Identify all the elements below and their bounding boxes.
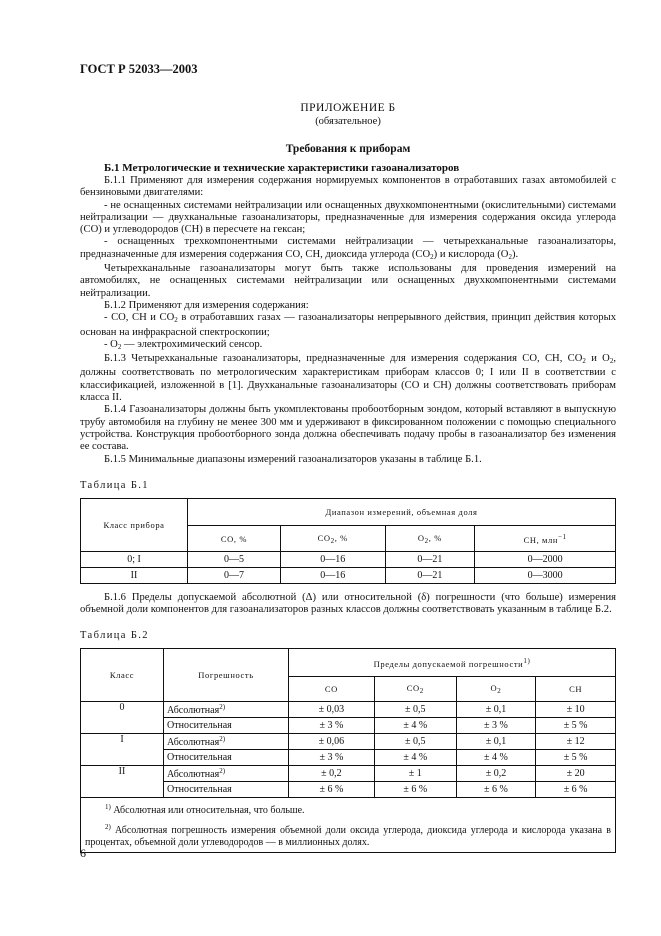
paragraph-b11: Б.1.1 Применяют для измерения содержания нормируемых компонентов в отработавших газах автомобилей с бензиновыми двигателями: — [80, 175, 616, 199]
table-cell: 0—21 — [385, 567, 475, 583]
document-page — [80, 62, 616, 853]
table-cell-class: II — [81, 766, 164, 798]
table-cell: ± 3 % — [289, 750, 375, 766]
page-number: 6 — [80, 846, 86, 860]
table1-group-header: Диапазон измерений, объемная доля — [188, 498, 616, 526]
paragraph-o2-sensor: - $О_2$ — электрохимический сенсор. — [104, 338, 263, 351]
table-row — [81, 551, 616, 567]
table-row — [81, 567, 616, 583]
table-row — [81, 734, 616, 750]
table-cell: ± 5 % — [536, 750, 616, 766]
table-cell: 0; I — [81, 551, 188, 567]
table1-head-co2: $СО_2$, % — [280, 526, 385, 551]
table2-note-1: $^{1)}$ Абсолютная или относительная, что больше. — [105, 803, 305, 817]
table2-head-ch: СН — [536, 676, 616, 701]
table-cell: ± 6 % — [536, 782, 616, 798]
table-cell-error: Абсолютная$^{2)}$ — [164, 766, 289, 782]
table-cell: ± 20 — [536, 766, 616, 782]
section-title: Б.1 Метрологические и технические характеристики газоанализаторов — [104, 162, 460, 174]
doc-header: ГОСТ Р 52033—2003 — [80, 62, 198, 76]
table1-head-ch: СН, млн$^{-1}$ — [475, 526, 616, 551]
table-cell: ± 4 % — [374, 750, 456, 766]
table-cell: ± 0,2 — [456, 766, 535, 782]
table-cell-error: Абсолютная$^{2)}$ — [164, 734, 289, 750]
paragraph-b12: Б.1.2 Применяют для измерения содержания: — [104, 299, 309, 311]
paragraph-two-channel: - не оснащенных системами нейтрализации или оснащенных двухкомпонентными (окислительными) системами нейтрализации — двухканальные газоанализаторы, предназначенные для измерения содержания оксида углерода (СО) и углеводородов (СН) в пересчете на гексан; — [80, 199, 616, 236]
table2-note-2: $^{2)}$ Абсолютная погрешность измерения объемной доли оксида углерода, диоксида углерода и кислорода указана в процентах, объемной доли углеводородов — в миллионных долях. — [85, 823, 611, 849]
paragraph-b15: Б.1.5 Минимальные диапазоны измерений газоанализаторов указаны в таблице Б.1. — [104, 453, 482, 465]
table1-head-o2: $О_2$, % — [385, 526, 475, 551]
paragraph-b16: Б.1.6 Пределы допускаемой абсолютной (Δ) или относительной (δ) погрешности (что больше) измерения объемной доли компонентов для газоанализаторов разных классов должны соответствовать указанным в таблице Б.2. — [80, 591, 616, 616]
table-cell: ± 0,1 — [456, 702, 535, 718]
table1-col-class: Класс прибора — [81, 498, 188, 551]
table-row — [81, 766, 616, 782]
table2-caption: Таблица Б.2 — [80, 630, 149, 642]
table-cell: 0—5 — [188, 551, 281, 567]
table-cell: ± 0,2 — [289, 766, 375, 782]
table2-notes — [81, 798, 616, 853]
table-cell: 0—16 — [280, 551, 385, 567]
table-b2 — [80, 648, 616, 853]
table-cell-error: Абсолютная$^{2)}$ — [164, 702, 289, 718]
table-cell: ± 0,1 — [456, 734, 535, 750]
table2-col-class: Класс — [81, 649, 164, 702]
table-cell: ± 3 % — [456, 718, 535, 734]
table-cell: ± 3 % — [289, 718, 375, 734]
table2-group-header: Пределы допускаемой погрешности$^{1)}$ — [289, 649, 616, 677]
table-cell: ± 4 % — [374, 718, 456, 734]
table-cell: ± 5 % — [536, 718, 616, 734]
paragraph-four-channel-usage: Четырехканальные газоанализаторы могут быть также использованы для проведения измерений на автомобилях, не оснащенных системами нейтрализации или оснащенных двухкомпонентными системами нейтрализации. — [80, 263, 616, 299]
table-cell-class: 0 — [81, 702, 164, 734]
requirements-title: Требования к приборам — [285, 143, 411, 155]
paragraph-four-channel: - оснащенных трехкомпонентными системами нейтрализации — четырехканальные газоанализаторы, предназначенные для измерения содержания СО, СН, диоксида углерода $(СО_2)$ и кислорода $(О_2)$. — [80, 236, 616, 261]
paragraph-b13: Б.1.3 Четырехканальные газоанализаторы, предназначенные для измерения содержания СО, СН, $СО_2$ и $О_2$, должны соответствовать по метрологическим характеристикам приборам классов 0; I или II в соответствии с классификацией, изложенной в [1]. Двухканальные газоанализаторы (СО и СН) должны соответствовать приборам класса II. — [80, 353, 616, 404]
table2-head-co2: $СО_2$ — [374, 676, 456, 701]
table-b1 — [80, 498, 616, 584]
table-cell: ± 6 % — [374, 782, 456, 798]
table-cell: 0—7 — [188, 567, 281, 583]
appendix-title: ПРИЛОЖЕНИЕ Б — [300, 102, 396, 114]
appendix-subtitle: (обязательное) — [315, 116, 381, 127]
table-cell: II — [81, 567, 188, 583]
table-cell: ± 12 — [536, 734, 616, 750]
table-cell: ± 6 % — [289, 782, 375, 798]
table-cell: ± 0,06 — [289, 734, 375, 750]
table-row — [81, 702, 616, 718]
table-cell: ± 0,03 — [289, 702, 375, 718]
table2-head-co: СО — [289, 676, 375, 701]
table-cell: ± 6 % — [456, 782, 535, 798]
table-cell: ± 0,5 — [374, 702, 456, 718]
table-cell: 0—16 — [280, 567, 385, 583]
table-cell: ± 0,5 — [374, 734, 456, 750]
paragraph-b14: Б.1.4 Газоанализаторы должны быть укомплектованы пробоотборным зондом, который вставляют в выпускную трубу автомобиля на глубину не менее 300 мм и удерживают в фиксированном положении с помощью специального устройства. Конструкция пробоотборного зонда должна обеспечивать подачу пробы в газоанализатор без изменения ее состава. — [80, 404, 616, 453]
table2-head-o2: $О_2$ — [456, 676, 535, 701]
table-cell-error: Относительная — [164, 782, 289, 798]
table-cell: 0—3000 — [475, 567, 616, 583]
table-cell: ± 4 % — [456, 750, 535, 766]
table1-caption: Таблица Б.1 — [80, 479, 149, 491]
table-cell-error: Относительная — [164, 750, 289, 766]
table-cell: 0—21 — [385, 551, 475, 567]
table-cell: 0—2000 — [475, 551, 616, 567]
table-cell: ± 1 — [374, 766, 456, 782]
paragraph-ir: - СО, СН и $СО_2$ в отработавших газах — газоанализаторы непрерывного действия, принцип действия которых основан на инфракрасной спектроскопии; — [80, 312, 617, 338]
table-cell-class: I — [81, 734, 164, 766]
table-cell-error: Относительная — [164, 718, 289, 734]
table1-head-co: СО, % — [188, 526, 281, 551]
table-cell: ± 10 — [536, 702, 616, 718]
table2-col-error: Погрешность — [164, 649, 289, 702]
